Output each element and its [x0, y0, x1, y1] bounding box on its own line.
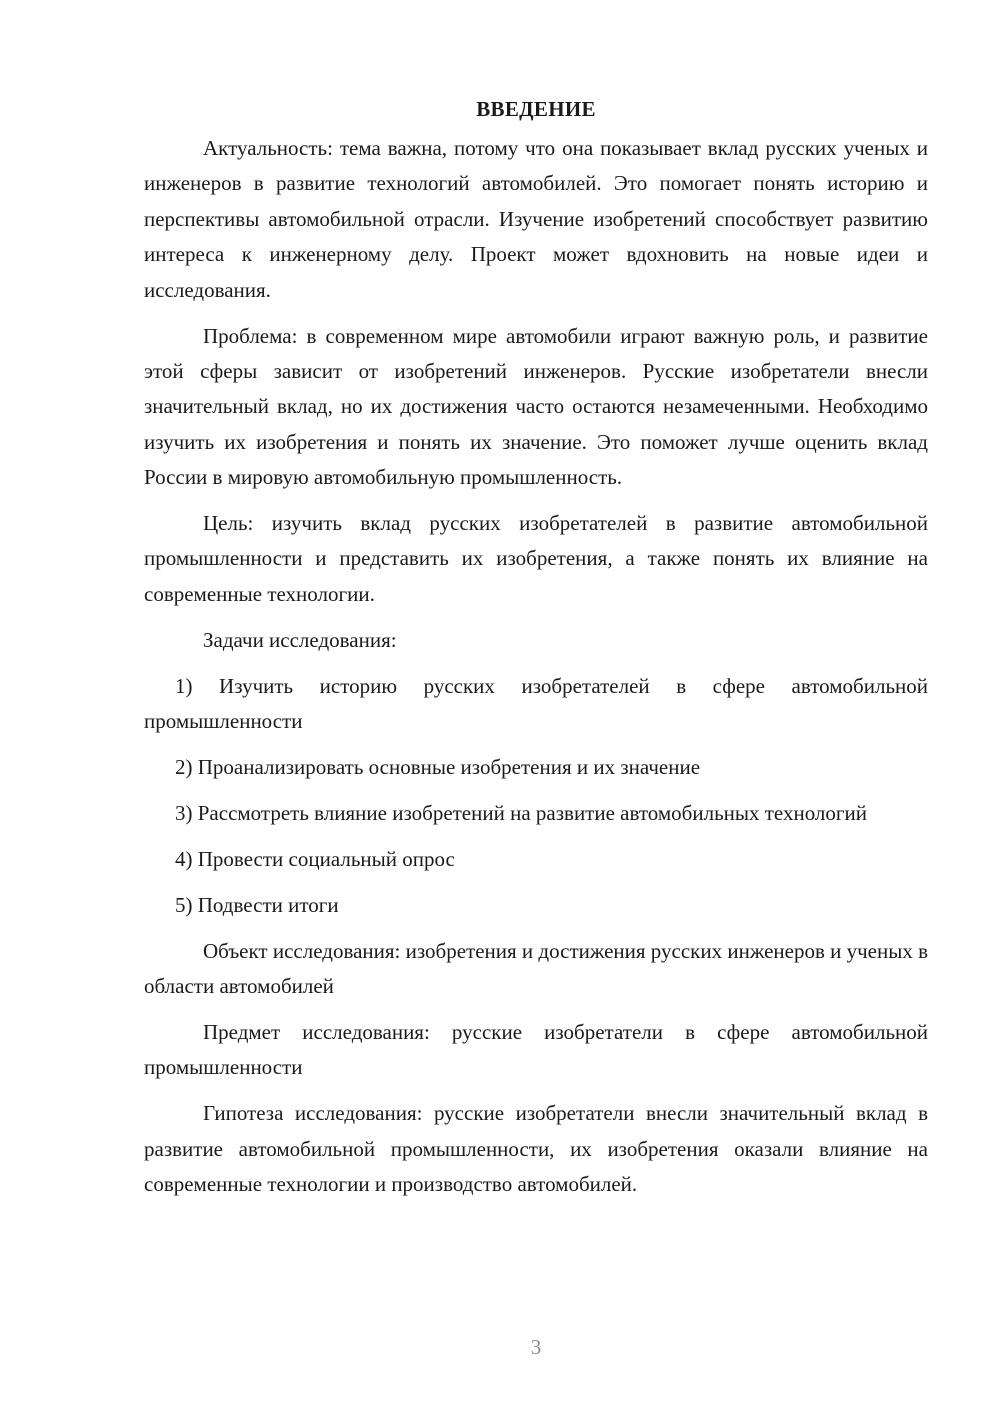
tasks-heading: Задачи исследования: [203, 627, 397, 652]
task-item: 4) Провести социальный опрос [175, 846, 455, 871]
document-page [144, 92, 928, 1213]
task-item: 5) Подвести итоги [175, 892, 339, 917]
page-number: 3 [530, 1335, 542, 1359]
task-item: 1) Изучить историю русских изобретателей в сфере автомобильной промышленности [144, 673, 928, 734]
problem-paragraph: Проблема: в современном мире автомобили играют важную роль, и развитие этой сферы зависит от изобретений инженеров. Русские изобретатели внесли значительный вклад, но их достижения часто остаются незамеченными. Необходимо изучить их изобретения и понять их значение. Это поможет лучше оценить вклад России в мировую автомобильную промышленность. [144, 323, 928, 490]
goal-paragraph: Цель: изучить вклад русских изобретателей в развитие автомобильной промышленности и представить их изобретения, а также понять их влияние на современные технологии. [144, 511, 928, 606]
relevance-paragraph: Актуальность: тема важна, потому что она показывает вклад русских ученых и инженеров в развитие технологий автомобилей. Это помогает понять историю и перспективы автомобильной отрасли. Изучение изобретений способствует развитию интереса к инженерному делу. Проект может вдохновить на новые идеи и исследования. [144, 136, 928, 302]
task-item: 2) Проанализировать основные изобретения и их значение [175, 755, 701, 779]
subject-paragraph: Предмет исследования: русские изобретатели в сфере автомобильной промышленности [144, 1019, 928, 1080]
task-item: 3) Рассмотреть влияние изобретений на развитие автомобильных технологий [175, 800, 867, 825]
object-paragraph: Объект исследования: изобретения и достижения русских инженеров и ученых в области автомобилей [144, 938, 928, 999]
page-title: ВВЕДЕНИЕ [476, 97, 596, 121]
hypothesis-paragraph: Гипотеза исследования: русские изобретатели внесли значительный вклад в развитие автомобильной промышленности, их изобретения оказали влияние на современные технологии и производство автомобилей. [144, 1101, 928, 1197]
